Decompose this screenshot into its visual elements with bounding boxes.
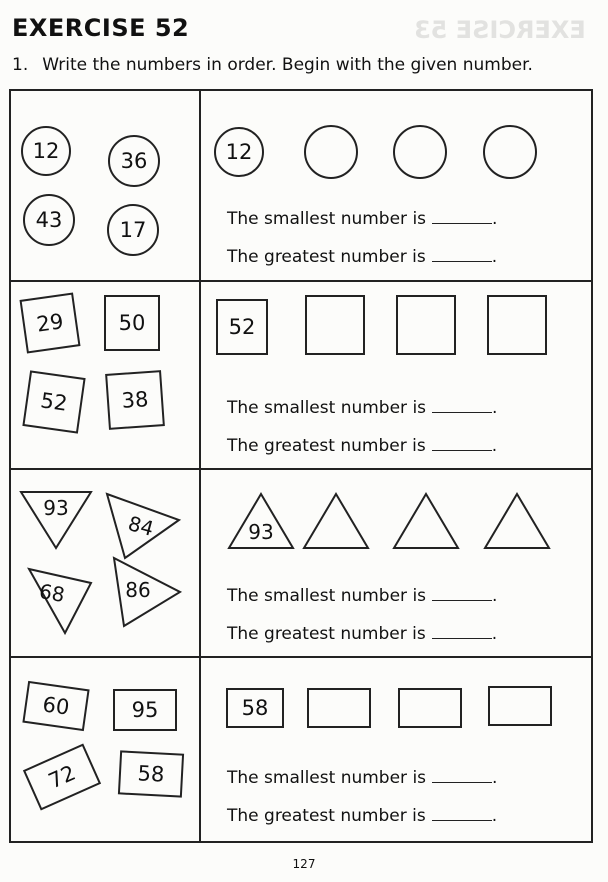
answer-circle[interactable] (304, 125, 358, 179)
answer-rectangle[interactable] (488, 686, 552, 726)
number-rectangle: 95 (113, 689, 177, 731)
greatest-number-line: The greatest number is . (227, 624, 498, 644)
number-circle: 17 (107, 204, 159, 256)
answer-blank[interactable] (432, 260, 492, 262)
answer-square-given: 52 (216, 299, 268, 355)
answer-square[interactable] (396, 295, 456, 355)
smallest-number-line: The smallest number is . (227, 209, 498, 229)
page-number: 127 (292, 857, 316, 871)
greatest-number-line: The greatest number is . (227, 436, 498, 456)
column-divider (199, 658, 201, 841)
number-circle: 12 (21, 126, 71, 176)
number-square: 38 (105, 370, 165, 430)
answer-circle-given: 12 (214, 127, 264, 177)
number-square: 29 (20, 293, 81, 354)
exercise-row-squares (11, 280, 591, 468)
answer-blank[interactable] (432, 411, 492, 413)
answer-blank[interactable] (432, 449, 492, 451)
greatest-number-line: The greatest number is . (227, 806, 498, 826)
smallest-number-line: The smallest number is . (227, 398, 498, 418)
number-rectangle: 58 (118, 750, 184, 797)
answer-blank[interactable] (432, 819, 492, 821)
answer-blank[interactable] (432, 599, 492, 601)
answer-circle[interactable] (393, 125, 447, 179)
bleed-through-title: EXERCISE 53 (414, 16, 586, 44)
number-circle: 43 (23, 194, 75, 246)
column-divider (199, 282, 201, 468)
smallest-number-line: The smallest number is . (227, 768, 498, 788)
number-triangle: 84 (103, 490, 183, 562)
exercise-row-circles (11, 91, 591, 280)
answer-rectangle[interactable] (398, 688, 462, 728)
answer-blank[interactable] (432, 781, 492, 783)
number-square: 50 (104, 295, 160, 351)
number-rectangle: 72 (23, 743, 101, 810)
number-circle: 36 (108, 135, 160, 187)
smallest-number-line: The smallest number is . (227, 586, 498, 606)
greatest-number-line: The greatest number is . (227, 247, 498, 267)
number-triangle: 68 (25, 565, 95, 637)
answer-circle[interactable] (483, 125, 537, 179)
number-triangle: 86 (106, 554, 186, 630)
number-rectangle: 60 (22, 681, 89, 731)
column-divider (199, 470, 201, 656)
answer-rectangle-given: 58 (226, 688, 284, 728)
exercise-grid (9, 89, 593, 843)
number-triangle: 93 (19, 490, 93, 550)
exercise-title: EXERCISE 52 (12, 14, 190, 42)
answer-blank[interactable] (432, 222, 492, 224)
answer-triangle[interactable] (483, 492, 551, 550)
exercise-row-rectangles (11, 656, 591, 841)
answer-rectangle[interactable] (307, 688, 371, 728)
answer-triangle-given: 93 (227, 492, 295, 550)
instruction-number: 1. (12, 55, 29, 75)
answer-blank[interactable] (432, 637, 492, 639)
answer-triangle[interactable] (392, 492, 460, 550)
answer-square[interactable] (305, 295, 365, 355)
answer-square[interactable] (487, 295, 547, 355)
instruction (12, 55, 533, 75)
column-divider (199, 91, 201, 280)
number-square: 52 (22, 370, 85, 433)
answer-triangle[interactable] (302, 492, 370, 550)
instruction-text: Write the numbers in order. Begin with the given number. (42, 55, 533, 75)
exercise-row-triangles (11, 468, 591, 656)
